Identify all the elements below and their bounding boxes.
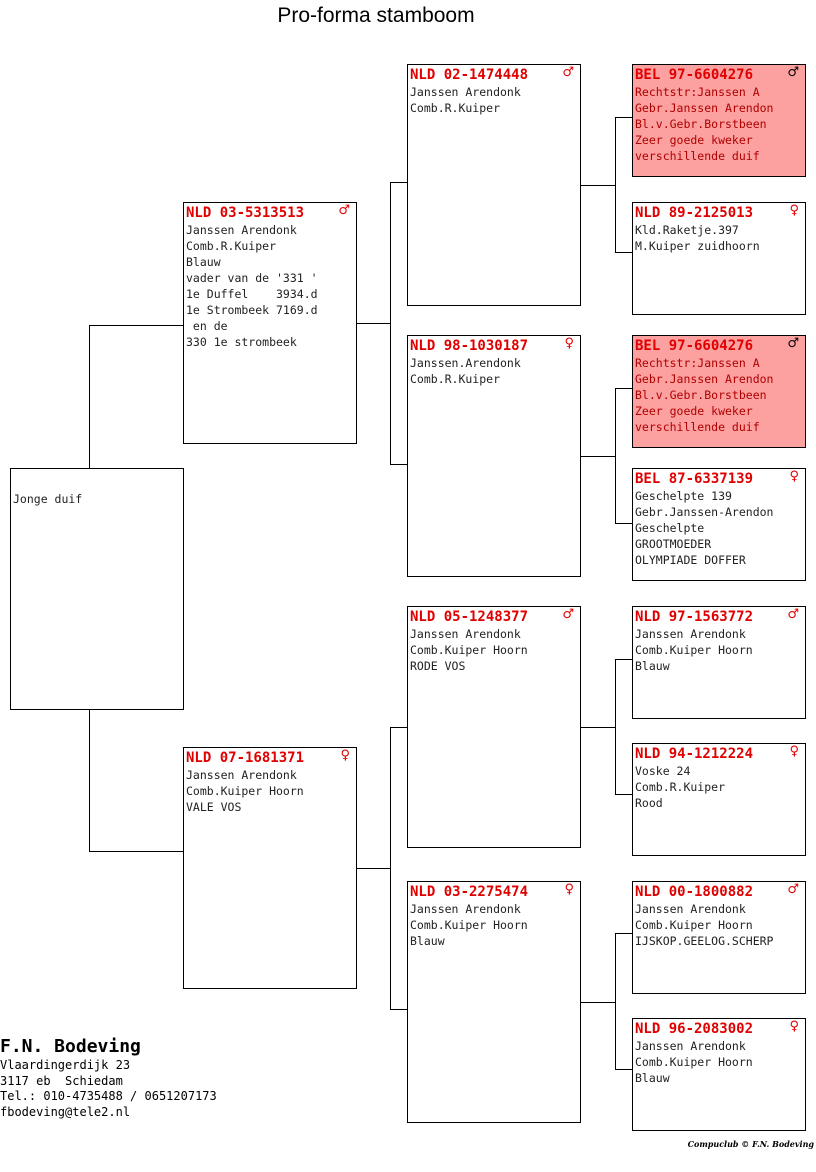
detail-line: 1e Duffel 3934.d: [186, 287, 318, 301]
ring-number: NLD 98-1030187: [410, 338, 529, 354]
male-icon: ♂: [562, 607, 574, 622]
detail-line: Geschelpte: [635, 521, 705, 535]
detail-line: verschillende duif: [635, 420, 760, 434]
detail-line: 1e Strombeek 7169.d: [186, 303, 318, 317]
male-icon: ♂: [787, 336, 799, 351]
detail-line: Janssen Arendonk: [186, 768, 297, 782]
connector: [615, 659, 632, 660]
detail-line: Geschelpte 139: [635, 489, 732, 503]
detail-line: VALE VOS: [186, 800, 242, 814]
detail-line: Janssen Arendonk: [410, 627, 521, 641]
connector: [390, 182, 391, 464]
connector: [615, 252, 632, 253]
connector: [390, 182, 407, 183]
connector: [390, 1009, 407, 1010]
female-icon: ♀: [564, 882, 574, 897]
detail-line: Blauw: [635, 659, 670, 673]
pedigree-card-gg-4[interactable]: [632, 468, 806, 581]
male-icon: ♂: [338, 203, 350, 218]
detail-line: Comb.R.Kuiper: [410, 372, 501, 386]
male-icon: ♂: [787, 882, 799, 897]
ring-number: NLD 03-2275474: [410, 884, 529, 900]
detail-line: Zeer goede kweker: [635, 133, 753, 147]
detail-line: Janssen Arendonk: [410, 85, 521, 99]
detail-line: Comb.R.Kuiper: [410, 101, 501, 115]
credit-text: Compuclub © F.N. Bodeving: [687, 1139, 814, 1149]
detail-line: Comb.R.Kuiper: [635, 780, 726, 794]
connector: [615, 117, 616, 252]
connector: [390, 727, 407, 728]
detail-line: Comb.Kuiper Hoorn: [635, 918, 753, 932]
detail-line: RODE VOS: [410, 659, 466, 673]
owner-name: F.N. Bodeving: [0, 1036, 141, 1057]
detail-line: Comb.Kuiper Hoorn: [410, 918, 528, 932]
pedigree-card-granddam-paternal[interactable]: [407, 335, 581, 577]
detail-line: Blauw: [635, 1071, 670, 1085]
connector: [615, 1069, 632, 1070]
detail-line: Gebr.Janssen Arendon: [635, 372, 774, 386]
connector: [89, 709, 90, 851]
detail-line: Janssen Arendonk: [635, 627, 746, 641]
pedigree-card-sire[interactable]: [183, 202, 357, 444]
detail-line: Janssen.Arendonk: [410, 356, 521, 370]
female-icon: ♀: [564, 336, 574, 351]
pedigree-card-gg-7[interactable]: [632, 881, 806, 994]
ring-number: NLD 02-1474448: [410, 67, 529, 83]
detail-line: Comb.Kuiper Hoorn: [635, 643, 753, 657]
page-title: Pro-forma stamboom: [277, 4, 475, 27]
detail-line: Bl.v.Gebr.Borstbeen: [635, 117, 767, 131]
detail-line: Comb.Kuiper Hoorn: [186, 784, 304, 798]
owner-address: Vlaardingerdijk 23: [0, 1058, 131, 1072]
pedigree-card-gg-8[interactable]: [632, 1018, 806, 1131]
connector: [390, 727, 391, 1009]
detail-line: verschillende duif: [635, 149, 760, 163]
ring-number: BEL 87-6337139: [635, 471, 754, 487]
connector: [615, 794, 632, 795]
detail-line: GROOTMOEDER: [635, 537, 712, 551]
owner-info: [0, 1036, 217, 1120]
detail-line: Gebr.Janssen-Arendon: [635, 505, 774, 519]
detail-line: Zeer goede kweker: [635, 404, 753, 418]
ring-number: NLD 00-1800882: [635, 884, 754, 900]
female-icon: ♀: [340, 748, 350, 763]
detail-line: Comb.Kuiper Hoorn: [635, 1055, 753, 1069]
ring-number: NLD 89-2125013: [635, 205, 754, 221]
connector: [89, 851, 183, 852]
female-icon: ♀: [789, 469, 799, 484]
connector: [581, 727, 615, 728]
detail-line: Janssen Arendonk: [635, 1039, 746, 1053]
connector: [357, 868, 390, 869]
detail-line: Janssen Arendonk: [410, 902, 521, 916]
pedigree-card-gg-5[interactable]: [632, 606, 806, 719]
ring-number: NLD 05-1248377: [410, 609, 529, 625]
connector: [390, 464, 407, 465]
pedigree-card-gg-1[interactable]: [632, 64, 806, 177]
connector: [615, 523, 632, 524]
pedigree-card-granddam-maternal[interactable]: [407, 881, 581, 1123]
owner-city: 3117 eb Schiedam: [0, 1073, 123, 1088]
detail-line: OLYMPIADE DOFFER: [635, 553, 746, 567]
detail-line: en de: [186, 319, 228, 333]
detail-line: Janssen Arendonk: [186, 223, 297, 237]
female-icon: ♀: [789, 203, 799, 218]
connector: [89, 325, 183, 326]
connector: [615, 388, 616, 523]
detail-line: Blauw: [410, 934, 445, 948]
detail-line: Comb.R.Kuiper: [186, 239, 277, 253]
detail-line: Comb.Kuiper Hoorn: [410, 643, 528, 657]
ring-number: BEL 97-6604276: [635, 338, 754, 354]
ring-number: NLD 03-5313513: [186, 205, 305, 221]
connector: [89, 325, 90, 468]
detail-line: Kld.Raketje.397: [635, 223, 739, 237]
subject-card[interactable]: [10, 468, 184, 710]
pedigree-card-grandsire-maternal[interactable]: [407, 606, 581, 848]
connector: [615, 659, 616, 794]
female-icon: ♀: [789, 744, 799, 759]
connector: [615, 117, 632, 118]
detail-line: Janssen Arendonk: [635, 902, 746, 916]
male-icon: ♂: [787, 65, 799, 80]
subject-label: Jonge duif: [13, 492, 83, 506]
pedigree-card-dam[interactable]: [183, 747, 357, 989]
pedigree-card-grandsire-paternal[interactable]: [407, 64, 581, 306]
detail-line: Rood: [635, 796, 663, 810]
connector: [581, 1002, 615, 1003]
owner-phone: Tel.: 010-4735488 / 0651207173: [0, 1089, 217, 1103]
pedigree-card-gg-3[interactable]: [632, 335, 806, 448]
detail-line: Bl.v.Gebr.Borstbeen: [635, 388, 767, 402]
pedigree-card-gg-2[interactable]: [632, 202, 806, 315]
connector: [581, 185, 615, 186]
connector: [615, 933, 632, 934]
detail-line: vader van de '331 ': [186, 271, 318, 285]
detail-line: M.Kuiper zuidhoorn: [635, 239, 760, 253]
detail-line: IJSKOP.GEELOG.SCHERP: [635, 934, 774, 948]
detail-line: Rechtstr:Janssen A: [635, 356, 760, 370]
owner-email: fbodeving@tele2.nl: [0, 1104, 131, 1119]
detail-line: 330 1e strombeek: [186, 335, 297, 349]
female-icon: ♀: [789, 1019, 799, 1034]
male-icon: ♂: [787, 607, 799, 622]
connector: [615, 388, 632, 389]
male-icon: ♂: [562, 65, 574, 80]
connector: [357, 323, 390, 324]
connector: [581, 456, 615, 457]
ring-number: NLD 07-1681371: [186, 750, 305, 766]
ring-number: NLD 94-1212224: [635, 746, 754, 762]
pedigree-card-gg-6[interactable]: [632, 743, 806, 856]
ring-number: NLD 96-2083002: [635, 1021, 754, 1037]
ring-number: BEL 97-6604276: [635, 67, 754, 83]
detail-line: Gebr.Janssen Arendon: [635, 101, 774, 115]
connector: [615, 933, 616, 1069]
detail-line: Rechtstr:Janssen A: [635, 85, 760, 99]
ring-number: NLD 97-1563772: [635, 609, 754, 625]
detail-line: Voske 24: [635, 764, 691, 778]
detail-line: Blauw: [186, 255, 221, 269]
